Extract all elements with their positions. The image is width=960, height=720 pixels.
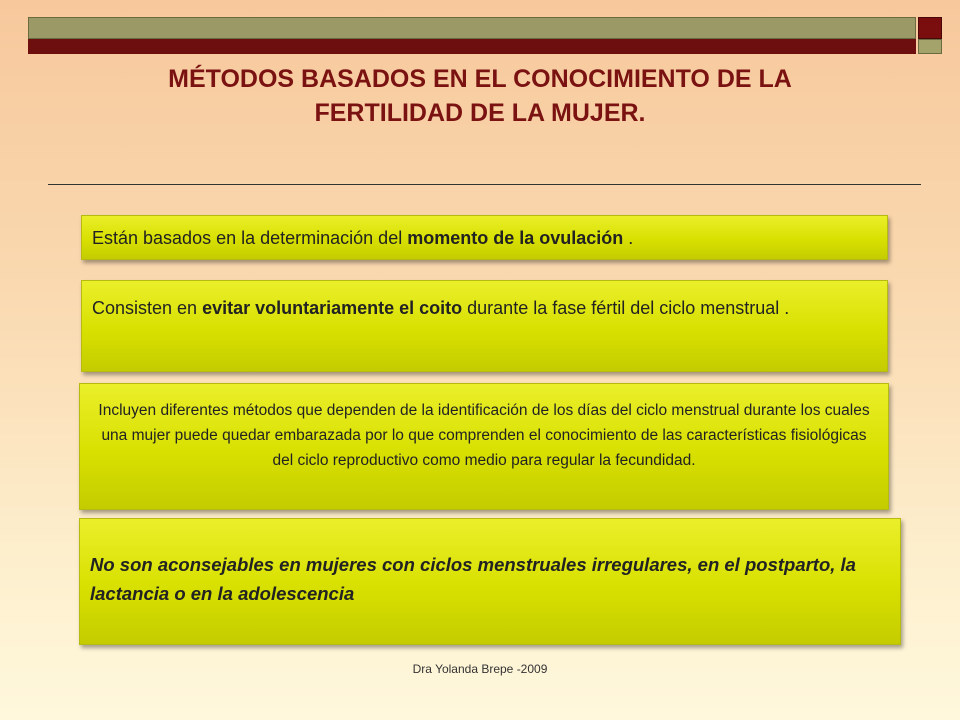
point-methods-box [79, 383, 889, 510]
box2-text: Consisten en [92, 298, 203, 318]
title-divider [48, 184, 921, 185]
point-contraindications-box [79, 518, 901, 645]
box2-end: durante la fase fértil del ciclo menstrual . [462, 298, 790, 318]
point-ovulation-box [81, 215, 888, 260]
title-line-1: MÉTODOS BASADOS EN EL CONOCIMIENTO DE LA [168, 65, 792, 93]
slide-title [60, 62, 900, 130]
box3-text: Incluyen diferentes métodos que dependen de la identificación de los días del ciclo menstrual durante los cuales una mujer puede quedar embarazada por lo que comprenden el conocimiento de las características fisiológicas del ciclo reproductivo como medio para regular la fecundidad. [98, 402, 870, 469]
box2-bold: evitar voluntariamente el coito [202, 298, 463, 318]
header-olive-bar [28, 17, 916, 39]
box1-text: Están basados en la determinación del [92, 228, 408, 248]
footer-author: Dra Yolanda Brepe -2009 [412, 662, 548, 676]
title-line-2: FERTILIDAD DE LA MUJER. [314, 99, 646, 127]
header-red-square [918, 17, 942, 39]
box1-end: . [623, 228, 634, 248]
header-red-bar [28, 39, 916, 54]
box1-bold: momento de la ovulación [407, 228, 624, 248]
box4-text: No son aconsejables en mujeres con ciclos menstruales irregulares, en el postparto, la lactancia o en la adolescencia [90, 554, 856, 604]
header-olive-square [918, 39, 942, 54]
point-abstinence-box [81, 280, 888, 372]
